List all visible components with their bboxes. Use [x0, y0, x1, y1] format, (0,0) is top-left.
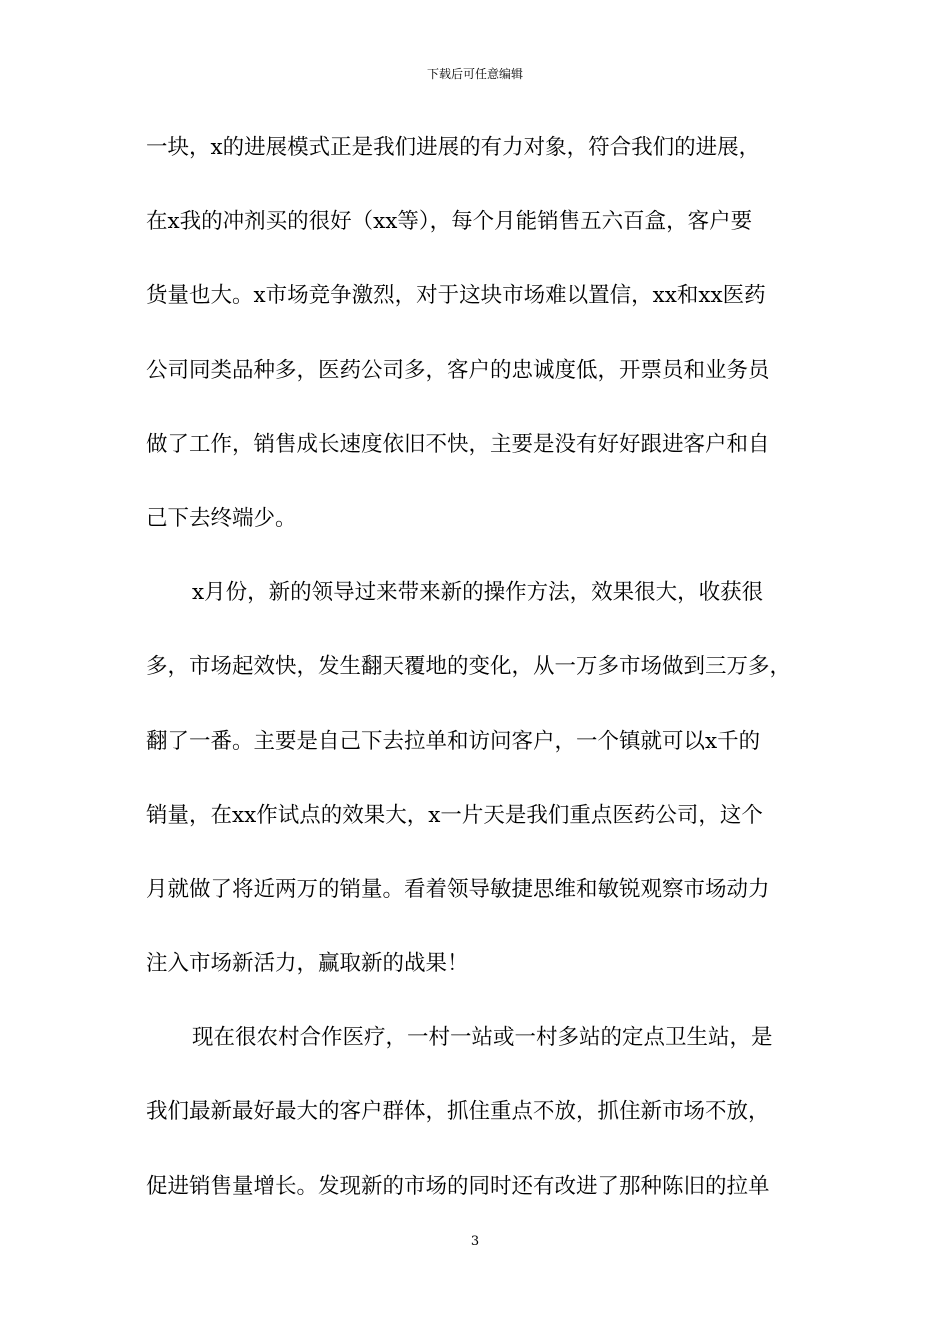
text-line: 在x我的冲剂买的很好（xx等），每个月能销售五六百盒，客户要 — [146, 209, 753, 235]
text-line: 多，市场起效快，发生翻天覆地的变化，从一万多市场做到三万多， — [146, 654, 792, 680]
text-line: 翻了一番。主要是自己下去拉单和访问客户，一个镇就可以x千的 — [146, 728, 761, 754]
paragraph-first-line: x月份，新的领导过来带来新的操作方法，效果很大，收获很 — [192, 580, 764, 606]
text-line: 我们最新最好最大的客户群体，抓住重点不放，抓住新市场不放， — [146, 1099, 770, 1125]
text-line: 公司同类品种多，医药公司多，客户的忠诚度低，开票员和业务员 — [146, 357, 770, 383]
text-line: 促进销售量增长。发现新的市场的同时还有改进了那种陈旧的拉单 — [146, 1173, 770, 1199]
text-line: 货量也大。x市场竞争激烈，对于这块市场难以置信，xx和xx医药 — [146, 283, 766, 309]
text-line: 做了工作，销售成长速度依旧不快，主要是没有好好跟进客户和自 — [146, 431, 770, 457]
text-line: 一块，x的进展模式正是我们进展的有力对象，符合我们的进展， — [146, 135, 761, 160]
page-header: 下载后可任意编辑 — [426, 67, 523, 81]
text-line: 月就做了将近两万的销量。看着领导敏捷思维和敏锐观察市场动力 — [146, 876, 770, 902]
page-number: 3 — [470, 1234, 480, 1249]
text-line: 销量，在xx作试点的效果大，x一片天是我们重点医药公司，这个 — [146, 802, 763, 828]
text-line: 己下去终端少。 — [146, 505, 297, 531]
paragraph-first-line: 现在很农村合作医疗，一村一站或一村多站的定点卫生站，是 — [192, 1025, 773, 1051]
body-text — [146, 128, 806, 1241]
text-line: 注入市场新活力，赢取新的战果！ — [146, 951, 469, 977]
